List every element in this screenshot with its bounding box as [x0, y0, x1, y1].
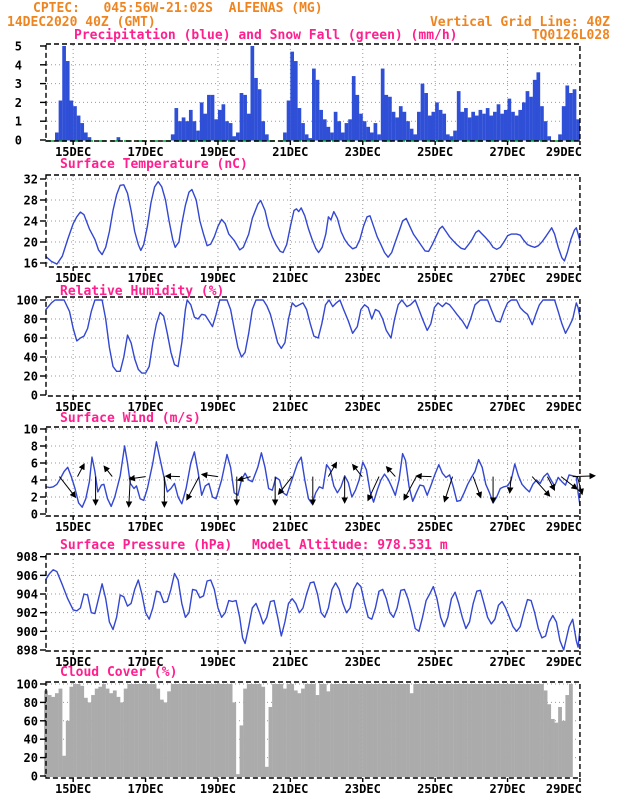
svg-text:4: 4: [14, 58, 22, 73]
temperature-chart-title: Surface Temperature (nC): [60, 157, 248, 172]
svg-text:17DEC: 17DEC: [127, 520, 164, 534]
svg-text:25DEC: 25DEC: [417, 145, 454, 159]
svg-text:29DEC: 29DEC: [545, 655, 583, 669]
svg-text:60: 60: [23, 714, 38, 729]
svg-text:27DEC: 27DEC: [489, 520, 526, 534]
wind-chart-title: Surface Wind (m/s): [60, 411, 201, 426]
svg-text:20: 20: [23, 369, 38, 384]
humidity-chart-title: Relative Humidity (%): [60, 284, 225, 299]
svg-text:40: 40: [23, 350, 38, 365]
chart-5-plot: [16, 550, 582, 669]
svg-text:2: 2: [30, 490, 38, 505]
svg-text:15DEC: 15DEC: [55, 145, 92, 159]
svg-text:17DEC: 17DEC: [127, 782, 164, 796]
svg-text:900: 900: [16, 624, 38, 639]
svg-text:17DEC: 17DEC: [127, 271, 164, 285]
svg-text:80: 80: [23, 695, 38, 710]
svg-text:21DEC: 21DEC: [272, 400, 309, 414]
svg-text:0: 0: [30, 769, 38, 784]
svg-text:23DEC: 23DEC: [344, 400, 381, 414]
svg-text:898: 898: [16, 643, 38, 658]
model-altitude-label: Model Altitude: 978.531 m: [252, 538, 448, 553]
svg-text:29DEC: 29DEC: [545, 782, 583, 796]
svg-text:23DEC: 23DEC: [344, 145, 381, 159]
svg-text:100: 100: [16, 677, 38, 692]
svg-text:4: 4: [30, 473, 38, 488]
svg-text:21DEC: 21DEC: [272, 782, 309, 796]
svg-text:24: 24: [23, 214, 38, 229]
svg-text:100: 100: [16, 293, 38, 308]
svg-text:17DEC: 17DEC: [127, 145, 164, 159]
svg-text:21DEC: 21DEC: [272, 655, 309, 669]
svg-text:1: 1: [14, 114, 22, 129]
svg-text:19DEC: 19DEC: [199, 520, 237, 534]
svg-text:5: 5: [14, 39, 22, 54]
svg-text:27DEC: 27DEC: [489, 782, 526, 796]
svg-text:15DEC: 15DEC: [55, 400, 92, 414]
svg-text:2: 2: [14, 95, 22, 110]
svg-text:20: 20: [23, 235, 38, 250]
svg-text:19DEC: 19DEC: [199, 400, 237, 414]
svg-text:23DEC: 23DEC: [344, 520, 381, 534]
svg-text:27DEC: 27DEC: [489, 655, 526, 669]
svg-text:15DEC: 15DEC: [55, 520, 92, 534]
pressure-chart-title: Surface Pressure (hPa): [60, 538, 233, 553]
header-station-line: CPTEC: 045:56W-21:02S ALFENAS (MG): [33, 1, 323, 16]
svg-text:3: 3: [14, 77, 22, 92]
svg-text:19DEC: 19DEC: [199, 271, 237, 285]
svg-text:0: 0: [30, 507, 38, 522]
station-code-label: TQ0126L028: [531, 28, 610, 43]
svg-text:25DEC: 25DEC: [417, 655, 454, 669]
svg-text:6: 6: [30, 456, 38, 471]
svg-text:23DEC: 23DEC: [344, 655, 381, 669]
svg-text:15DEC: 15DEC: [55, 655, 92, 669]
svg-text:21DEC: 21DEC: [272, 271, 309, 285]
chart-6-plot: [16, 678, 582, 797]
svg-text:27DEC: 27DEC: [489, 145, 526, 159]
svg-text:21DEC: 21DEC: [272, 520, 309, 534]
svg-text:8: 8: [30, 439, 38, 454]
svg-text:902: 902: [16, 606, 38, 621]
svg-text:29DEC: 29DEC: [545, 145, 583, 159]
cloud-cover-chart-title: Cloud Cover (%): [60, 665, 178, 680]
svg-text:15DEC: 15DEC: [55, 782, 92, 796]
svg-text:17DEC: 17DEC: [127, 655, 164, 669]
svg-text:16: 16: [23, 256, 38, 271]
svg-text:19DEC: 19DEC: [199, 145, 237, 159]
header-grid-line-note: Vertical Grid Line: 40Z: [429, 15, 610, 30]
svg-text:908: 908: [16, 550, 38, 565]
svg-text:27DEC: 27DEC: [489, 271, 526, 285]
svg-text:19DEC: 19DEC: [199, 655, 237, 669]
svg-text:25DEC: 25DEC: [417, 782, 454, 796]
svg-text:21DEC: 21DEC: [272, 145, 309, 159]
svg-text:40: 40: [23, 732, 38, 747]
svg-text:80: 80: [23, 312, 38, 327]
svg-text:27DEC: 27DEC: [489, 400, 526, 414]
svg-text:19DEC: 19DEC: [199, 782, 237, 796]
svg-text:904: 904: [16, 587, 38, 602]
svg-text:0: 0: [30, 388, 38, 403]
chart-1-plot: [15, 40, 582, 160]
svg-text:29DEC: 29DEC: [545, 520, 583, 534]
svg-text:20: 20: [23, 751, 38, 766]
svg-text:60: 60: [23, 331, 38, 346]
svg-text:25DEC: 25DEC: [417, 400, 454, 414]
chart-3-plot: [16, 294, 582, 415]
svg-text:23DEC: 23DEC: [344, 271, 381, 285]
svg-text:10: 10: [23, 422, 38, 437]
svg-text:906: 906: [16, 568, 38, 583]
chart-4-plot: [24, 423, 595, 535]
svg-text:23DEC: 23DEC: [344, 782, 381, 796]
svg-text:29DEC: 29DEC: [545, 271, 583, 285]
svg-text:29DEC: 29DEC: [545, 400, 583, 414]
svg-text:32: 32: [23, 172, 38, 187]
header-run-date: 14DEC2020 40Z (GMT): [7, 15, 156, 30]
chart-2-plot: [24, 173, 582, 286]
svg-text:0: 0: [14, 133, 22, 148]
svg-text:28: 28: [23, 193, 38, 208]
precipitation-chart-title: Precipitation (blue) and Snow Fall (green) (mm/h): [74, 28, 458, 43]
svg-text:15DEC: 15DEC: [55, 271, 92, 285]
svg-text:17DEC: 17DEC: [127, 400, 164, 414]
svg-text:25DEC: 25DEC: [417, 271, 454, 285]
svg-text:25DEC: 25DEC: [417, 520, 454, 534]
